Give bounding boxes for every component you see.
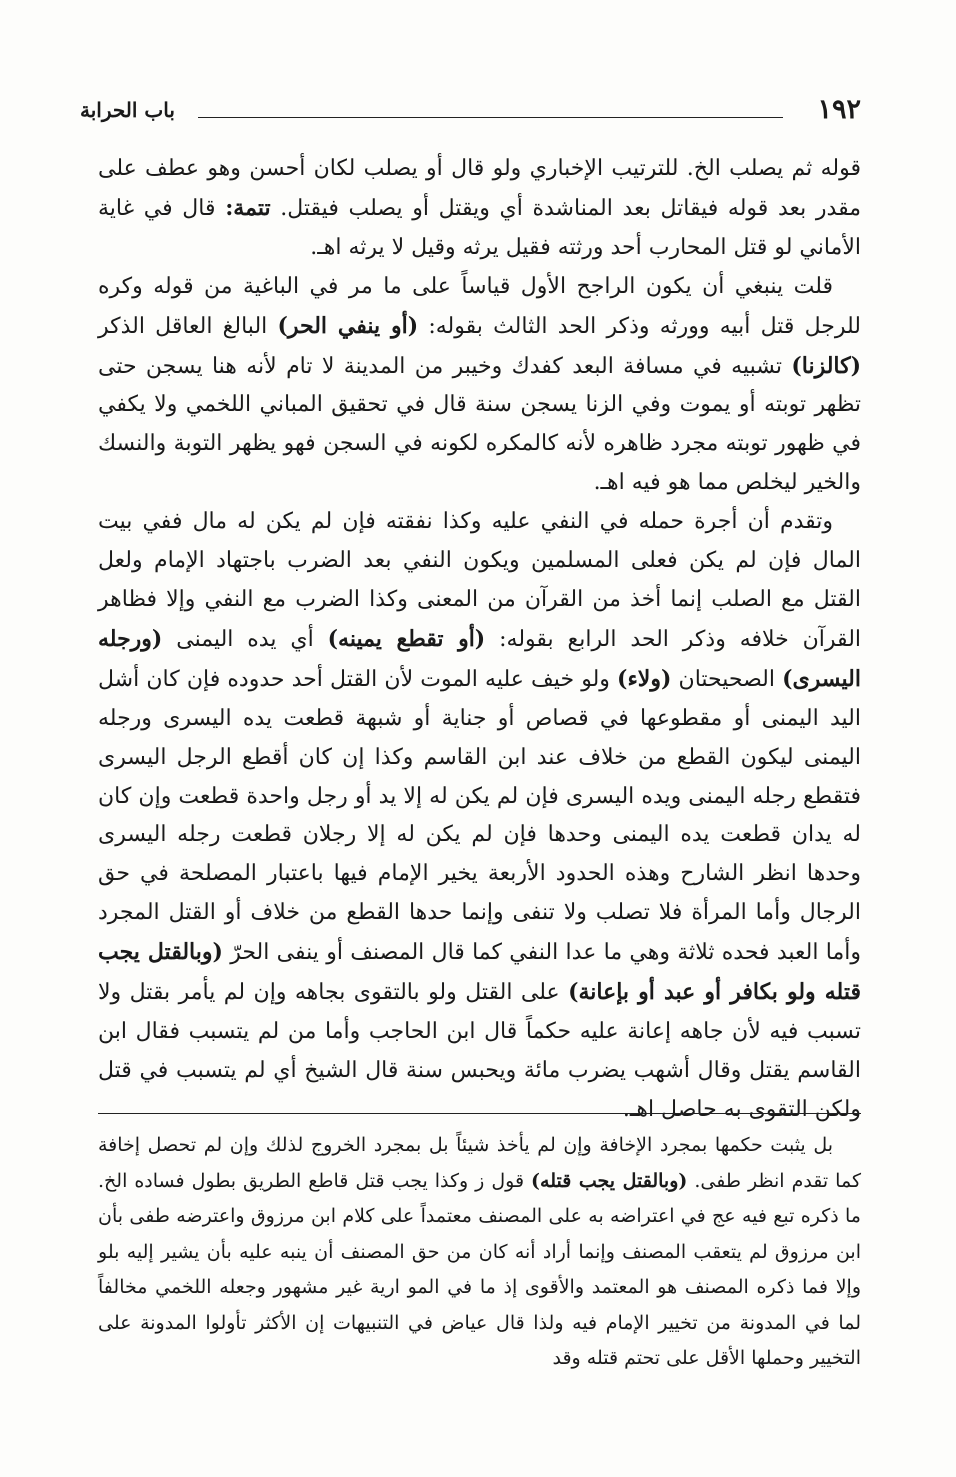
text-run: قوله ثم يصلب الخ. للترتيب الإخباري ولو قال أو يصلب لكان أحسن وهو عطف على مقدر بعد قوله فيقاتل بعد المناشدة أي ويقتل أو يصلب فيقتل. bbox=[98, 156, 861, 221]
page-number: ١٩٢ bbox=[817, 94, 861, 125]
page-header bbox=[80, 92, 861, 128]
text-run: قلت ينبغي أن يكون الراجح الأول قياساً على ما مر في الباغية من قوله وكره للرجل قتل أبيه وورثه وذكر الحد الثالث بقوله: bbox=[98, 273, 861, 339]
text-run: بل يثبت حكمها بمجرد الإخافة وإن لم يأخذ شيئاً بل بمجرد الخروج لذلك وإن لم تحصل إخافة كما تقدم انظر طفى. bbox=[98, 1134, 861, 1192]
text-run: تشبيه في مسافة البعد كفدك وخيبر من المدينة لا تام لأنه هنا يسجن حتى تظهر توبته أو يموت وفي الزنا يسجن سنة قال في تحقيق المباني اللخمي ولا يكفي في ظهور توبته مجرد ظاهره لأنه كالمكره لكونه في السجن فهو يظهر التوبة والنسك والخير ليخلص مما هو فيه اهـ. bbox=[98, 353, 861, 496]
footnote-paragraph bbox=[98, 1128, 861, 1377]
paragraph-1 bbox=[98, 150, 861, 268]
matn-quote: (ورجله اليسرى) bbox=[98, 625, 861, 692]
text-run: قول ز وكذا يجب قتل قاطع الطريق بطول فساده الخ. ما ذكره تبع فيه عج في اعتراضه به على المصنف معتمداً على كلام ابن مرزوق واعترضه طفى بأن ابن مرزوق لم يتعقب المصنف وإنما أراد أنه كان من حق المصنف أن ينبه عليه بأن يشير إليه بلو وإلا فما ذكره المصنف هو المعتمد والأقوى إذ ما في المو ارية غير مشهور وجعله اللخمي مخالفاً لما في المدونة من تخيير الإمام فيه ولذا قال عياض في التنبيهات إن الأكثر تأولوا المدونة على التخيير وحملها الأقل على تحتم قتله وقد bbox=[98, 1169, 861, 1369]
text-run: البالغ العاقل الذكر bbox=[98, 313, 278, 339]
text-run: أي يده اليمنى bbox=[162, 626, 328, 652]
text-run: ولو خيف عليه الموت لأن القتل أحد حدوده فإن كان أشل اليد اليمنى أو مقطوعها في قصاص أو جناية أو شبهة قطعت يده اليسرى ورجله اليمنى ليكون القطع من خلاف عند ابن القاسم وكذا إن كان أقطع الرجل اليسرى فتقطع رجله اليمنى ويده اليسرى فإن لم يكن له إلا يد أو رجل واحدة قطعت وإن كان له يدان قطعت يده اليمنى وحدها فإن لم يكن له إلا رجلان قطعت رجله اليسرى وحدها انظر الشارح وهذه الحدود الأربعة يخير الإمام فيها باعتبار المصلحة في حق الرجال وأما المرأة فلا تصلب ولا تنفى وإنما حدها القطع من خلاف أو القتل المجرد وأما العبد فحده ثلاثة وهي ما عدا النفي كما قال المصنف أو ينفى الحرّ bbox=[98, 666, 862, 966]
matn-quote: (وبالقتل يجب قتله ولو بكافر أو عبد أو بإعانة) bbox=[98, 939, 861, 1006]
paragraph-3 bbox=[98, 503, 861, 1130]
main-text bbox=[98, 150, 861, 1130]
bold-term: تتمة: bbox=[225, 194, 271, 221]
text-run: وتقدم أن أجرة حمله في النفي عليه وكذا نفقته فإن لم يكن له مال ففي بيت المال فإن لم يكن فعلى المسلمين ويكون النفي بعد الضرب باجتهاد الإمام ولعل القتل مع الصلب إنما أخذ من القرآن من المعنى وكذا الضرب مع النفي وإلا فظاهر القرآن خلافه وذكر الحد الرابع بقوله: bbox=[98, 509, 862, 652]
text-run: قال في غاية الأماني لو قتل المحارب أحد ورثته فقيل يرثه وقيل لا يرثه اهـ. bbox=[98, 195, 861, 260]
running-title: باب الحرابة bbox=[80, 98, 175, 122]
matn-quote: (ولاء) bbox=[617, 665, 672, 692]
footnote-text bbox=[98, 1128, 861, 1377]
header-rule bbox=[198, 117, 783, 118]
paragraph-2 bbox=[98, 268, 861, 503]
matn-quote: (وبالقتل يجب قتله) bbox=[531, 1169, 688, 1192]
text-run: الصحيحتان bbox=[671, 666, 783, 692]
matn-quote: (كالزنا) bbox=[791, 352, 861, 379]
text-run: على القتل ولو بالتقوى بجاهه وإن لم يأمر بقتل ولا تسبب فيه لأن جاهه إعانة عليه حكماً قال ابن الحاجب وأما من لم يتسبب فقال ابن القاسم يقتل وقال أشهب يضرب مائة ويحبس سنة قال الشيخ أي لم يتسبب في قتل ولكن التقوى به حاصل اهـ. bbox=[98, 980, 861, 1122]
matn-quote: (أو ينفي الحر) bbox=[277, 312, 419, 339]
matn-quote: (أو تقطع يمينه) bbox=[327, 625, 486, 652]
footnote-separator bbox=[98, 1113, 861, 1114]
